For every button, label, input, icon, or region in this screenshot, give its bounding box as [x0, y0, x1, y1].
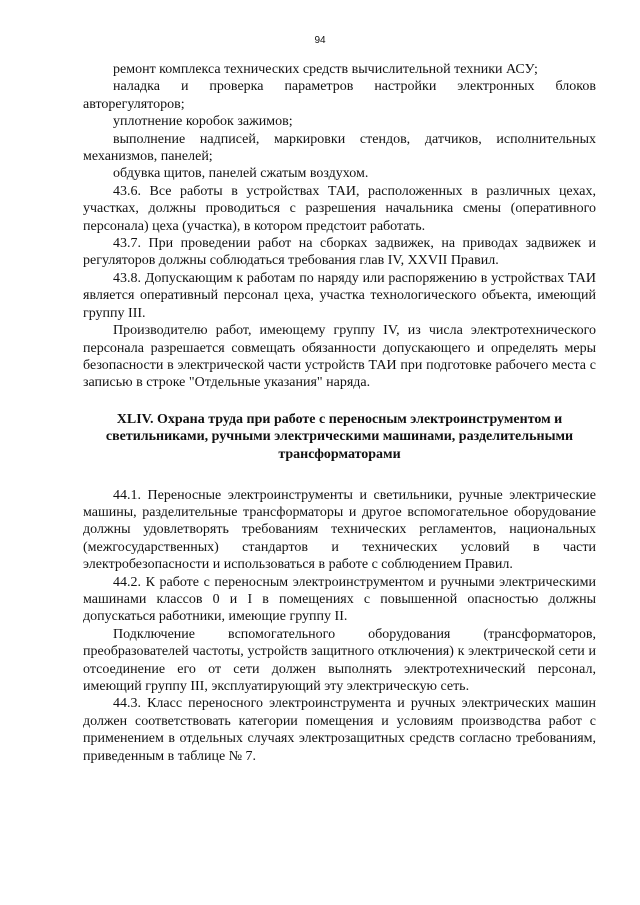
paragraph-43-7: 43.7. При проведении работ на сборках задвижек, на приводах задвижек и регуляторов должны соблюдаться требования глав IV, XXVII Правил. [83, 236, 596, 269]
paragraph: выполнение надписей, маркировки стендов, датчиков, исполнительных механизмов, панелей; [83, 131, 596, 165]
page-number: 94 [314, 35, 326, 46]
paragraph-44-1: 44.1. Переносные электроинструменты и светильники, ручные электрические машины, разделительные трансформаторы и другое вспомогательное оборудование должны удовлетворять требованиям технических регламентов, национальных (межгосударственных) стандартов и технических условий в части электробезопасности и использоваться в работе с соблюдением Правил. [83, 487, 596, 573]
paragraph: ремонт комплекса технических средств вычислительной техники АСУ; [113, 62, 538, 77]
paragraph-44-3: 44.3. Класс переносного электроинструмента и ручных электрических машин должен соответствовать категории помещения и условиям производства работ с применением в отдельных случаях электрозащитных средств согласно требованиям, приведенным в таблице № 7. [83, 696, 596, 764]
paragraph: обдувка щитов, панелей сжатым воздухом. [113, 166, 369, 182]
paragraph-44-2: 44.2. К работе с переносным электроинструментом и ручными электрическими машинами классов 0 и I в помещениях с повышенной опасностью должны допускаться работники, имеющие группу II. [83, 574, 596, 625]
document-body [83, 61, 596, 765]
section-heading: XLIV. Охрана труда при работе с переносным электроинструментом и светильниками, ручными электрическими машинами, разделительными трансформаторами [105, 411, 574, 462]
paragraph: Подключение вспомогательного оборудования (трансформаторов, преобразователей частоты, устройств защитного отключения) к электрической сети и отсоединение его от сети должен выполнять электротехнический персонал, имеющий группу III, эксплуатирующий эту электрическую сеть. [83, 626, 596, 694]
paragraph-43-8: 43.8. Допускающим к работам по наряду или распоряжению в устройствах ТАИ является оперативный персонал цеха, участка технологического объекта, имеющий группу III. [83, 270, 596, 321]
paragraph: наладка и проверка параметров настройки электронных блоков авторегуляторов; [83, 79, 596, 112]
paragraph-43-6: 43.6. Все работы в устройствах ТАИ, расположенных в различных цехах, участках, должны проводиться с разрешения начальника смены (оперативного персонала) цеха (участка), в котором предстоит работать. [83, 183, 596, 234]
paragraph: уплотнение коробок зажимов; [113, 114, 293, 130]
paragraph: Производителю работ, имеющему группу IV, из числа электротехнического персонала разрешается совмещать обязанности допускающего и определять меры безопасности в электрической части устройств ТАИ при подготовке рабочего места с записью в строке "Отдельные указания" наряда. [83, 323, 596, 391]
